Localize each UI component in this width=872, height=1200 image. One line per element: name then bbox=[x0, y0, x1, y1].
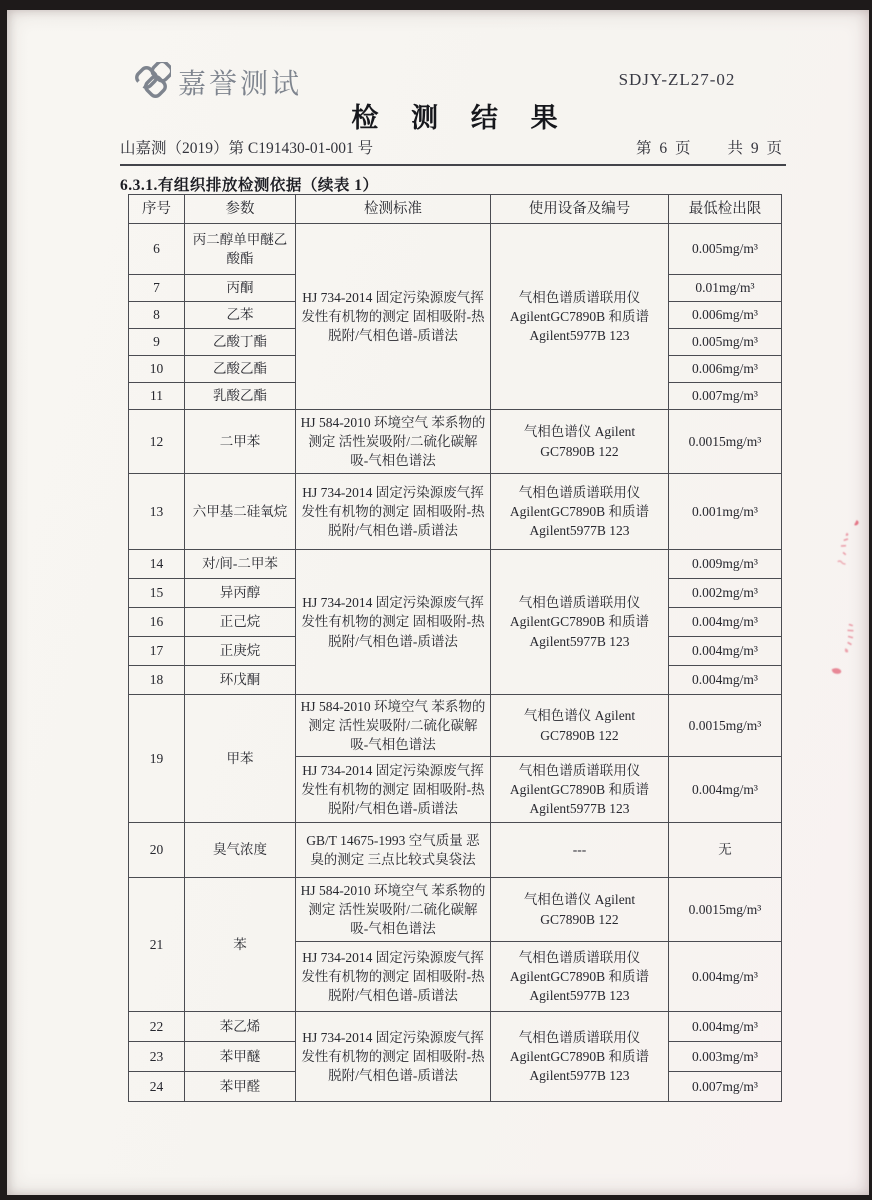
cell-standard: HJ 734-2014 固定污染源废气挥发性有机物的测定 固相吸附-热脱附/气相色谱-质谱法 bbox=[296, 757, 491, 823]
cell-limit: 0.006mg/m³ bbox=[669, 356, 782, 383]
cell-equipment: 气相色谱仪 Agilent GC7890B 122 bbox=[491, 410, 669, 474]
cell-no: 20 bbox=[129, 823, 185, 878]
cell-param: 六甲基二硅氧烷 bbox=[185, 474, 296, 550]
cell-standard: HJ 734-2014 固定污染源废气挥发性有机物的测定 固相吸附-热脱附/气相色谱-质谱法 bbox=[296, 550, 491, 695]
cell-limit: 0.004mg/m³ bbox=[669, 757, 782, 823]
cell-limit: 0.005mg/m³ bbox=[669, 329, 782, 356]
cell-no: 7 bbox=[129, 275, 185, 302]
table-row bbox=[129, 410, 782, 474]
report-number: 山嘉测（2019）第 C191430-01-001 号 bbox=[120, 140, 374, 157]
cell-param: 正己烷 bbox=[185, 608, 296, 637]
cell-param: 苯甲醚 bbox=[185, 1042, 296, 1072]
cell-param: 对/间-二甲苯 bbox=[185, 550, 296, 579]
cell-equipment: 气相色谱质谱联用仪 AgilentGC7890B 和质谱 Agilent5977B 123 bbox=[491, 550, 669, 695]
cell-limit: 0.004mg/m³ bbox=[669, 942, 782, 1012]
col-header-equipment: 使用设备及编号 bbox=[491, 195, 669, 224]
cell-param: 甲苯 bbox=[185, 695, 296, 823]
cell-param: 乙苯 bbox=[185, 302, 296, 329]
col-header-limit: 最低检出限 bbox=[669, 195, 782, 224]
table-header-row bbox=[129, 195, 782, 224]
cell-limit: 0.005mg/m³ bbox=[669, 224, 782, 275]
cell-param: 苯甲醛 bbox=[185, 1072, 296, 1102]
cell-standard: GB/T 14675-1993 空气质量 恶臭的测定 三点比较式臭袋法 bbox=[296, 823, 491, 878]
cell-equipment: 气相色谱仪 Agilent GC7890B 122 bbox=[491, 695, 669, 757]
cell-limit: 0.0015mg/m³ bbox=[669, 410, 782, 474]
cell-no: 18 bbox=[129, 666, 185, 695]
cell-param: 二甲苯 bbox=[185, 410, 296, 474]
col-header-param: 参数 bbox=[185, 195, 296, 224]
report-number-line bbox=[120, 136, 786, 166]
cell-param: 乙酸乙酯 bbox=[185, 356, 296, 383]
cell-param: 异丙醇 bbox=[185, 579, 296, 608]
section-title: 6.3.1.有组织排放检测依据（续表 1） bbox=[120, 177, 379, 194]
page-indicator: 第 6 页 共 9 页 bbox=[635, 140, 784, 157]
cell-no: 16 bbox=[129, 608, 185, 637]
cell-param: 丙二醇单甲醚乙酸酯 bbox=[185, 224, 296, 275]
cell-equipment: 气相色谱仪 Agilent GC7890B 122 bbox=[491, 878, 669, 942]
table-row bbox=[129, 550, 782, 579]
cell-standard: HJ 734-2014 固定污染源废气挥发性有机物的测定 固相吸附-热脱附/气相色谱-质谱法 bbox=[296, 942, 491, 1012]
cell-no: 24 bbox=[129, 1072, 185, 1102]
table-row bbox=[129, 474, 782, 550]
report-page bbox=[7, 10, 869, 1195]
cell-standard: HJ 584-2010 环境空气 苯系物的测定 活性炭吸附/二硫化碳解吸-气相色谱法 bbox=[296, 695, 491, 757]
cell-limit: 0.006mg/m³ bbox=[669, 302, 782, 329]
cell-limit: 无 bbox=[669, 823, 782, 878]
cell-param: 苯 bbox=[185, 878, 296, 1012]
logo-text: 嘉誉测试 bbox=[178, 69, 303, 100]
cell-no: 22 bbox=[129, 1012, 185, 1042]
detection-basis-table bbox=[128, 194, 782, 1102]
cell-no: 19 bbox=[129, 695, 185, 823]
cell-equipment: 气相色谱质谱联用仪 AgilentGC7890B 和质谱 Agilent5977B 123 bbox=[491, 1012, 669, 1102]
cell-standard: HJ 584-2010 环境空气 苯系物的测定 活性炭吸附/二硫化碳解吸-气相色谱法 bbox=[296, 410, 491, 474]
cell-param: 苯乙烯 bbox=[185, 1012, 296, 1042]
cell-no: 10 bbox=[129, 356, 185, 383]
cell-no: 6 bbox=[129, 224, 185, 275]
cell-equipment: 气相色谱质谱联用仪 AgilentGC7890B 和质谱 Agilent5977B 123 bbox=[491, 474, 669, 550]
cell-equipment: --- bbox=[491, 823, 669, 878]
document-code: SDJY-ZL27-02 bbox=[618, 70, 736, 89]
cell-equipment: 气相色谱质谱联用仪 AgilentGC7890B 和质谱 Agilent5977B 123 bbox=[491, 757, 669, 823]
cell-param: 丙酮 bbox=[185, 275, 296, 302]
cell-limit: 0.004mg/m³ bbox=[669, 1012, 782, 1042]
cell-standard: HJ 734-2014 固定污染源废气挥发性有机物的测定 固相吸附-热脱附/气相色谱-质谱法 bbox=[296, 1012, 491, 1102]
cell-no: 15 bbox=[129, 579, 185, 608]
cell-equipment: 气相色谱质谱联用仪 AgilentGC7890B 和质谱 Agilent5977B 123 bbox=[491, 942, 669, 1012]
cell-limit: 0.009mg/m³ bbox=[669, 550, 782, 579]
cell-no: 9 bbox=[129, 329, 185, 356]
cell-limit: 0.004mg/m³ bbox=[669, 608, 782, 637]
cell-param: 乳酸乙酯 bbox=[185, 383, 296, 410]
cell-limit: 0.0015mg/m³ bbox=[669, 878, 782, 942]
cell-limit: 0.004mg/m³ bbox=[669, 637, 782, 666]
cell-limit: 0.002mg/m³ bbox=[669, 579, 782, 608]
cell-limit: 0.003mg/m³ bbox=[669, 1042, 782, 1072]
cell-param: 乙酸丁酯 bbox=[185, 329, 296, 356]
cell-limit: 0.01mg/m³ bbox=[669, 275, 782, 302]
table-row bbox=[129, 823, 782, 878]
table-row bbox=[129, 695, 782, 757]
cell-no: 17 bbox=[129, 637, 185, 666]
cell-param: 正庚烷 bbox=[185, 637, 296, 666]
cell-no: 13 bbox=[129, 474, 185, 550]
cell-param: 环戊酮 bbox=[185, 666, 296, 695]
cell-standard: HJ 734-2014 固定污染源废气挥发性有机物的测定 固相吸附-热脱附/气相色谱-质谱法 bbox=[296, 224, 491, 410]
cell-limit: 0.001mg/m³ bbox=[669, 474, 782, 550]
cell-equipment: 气相色谱质谱联用仪 AgilentGC7890B 和质谱 Agilent5977B 123 bbox=[491, 224, 669, 410]
cell-no: 8 bbox=[129, 302, 185, 329]
cell-no: 12 bbox=[129, 410, 185, 474]
cell-param: 臭气浓度 bbox=[185, 823, 296, 878]
cell-no: 21 bbox=[129, 878, 185, 1012]
cell-standard: HJ 734-2014 固定污染源废气挥发性有机物的测定 固相吸附-热脱附/气相色谱-质谱法 bbox=[296, 474, 491, 550]
cell-limit: 0.004mg/m³ bbox=[669, 666, 782, 695]
cell-no: 11 bbox=[129, 383, 185, 410]
cell-limit: 0.007mg/m³ bbox=[669, 1072, 782, 1102]
red-ink-smudge-lower bbox=[825, 617, 860, 685]
cell-standard: HJ 584-2010 环境空气 苯系物的测定 活性炭吸附/二硫化碳解吸-气相色谱法 bbox=[296, 878, 491, 942]
red-ink-smudge-upper bbox=[831, 513, 865, 578]
col-header-no: 序号 bbox=[129, 195, 185, 224]
table-row bbox=[129, 1012, 782, 1042]
table-row bbox=[129, 224, 782, 275]
cell-limit: 0.007mg/m³ bbox=[669, 383, 782, 410]
cell-no: 14 bbox=[129, 550, 185, 579]
page-title: 检 测 结 果 bbox=[351, 103, 571, 133]
table-row bbox=[129, 878, 782, 942]
col-header-standard: 检测标准 bbox=[296, 195, 491, 224]
cell-limit: 0.0015mg/m³ bbox=[669, 695, 782, 757]
cell-no: 23 bbox=[129, 1042, 185, 1072]
